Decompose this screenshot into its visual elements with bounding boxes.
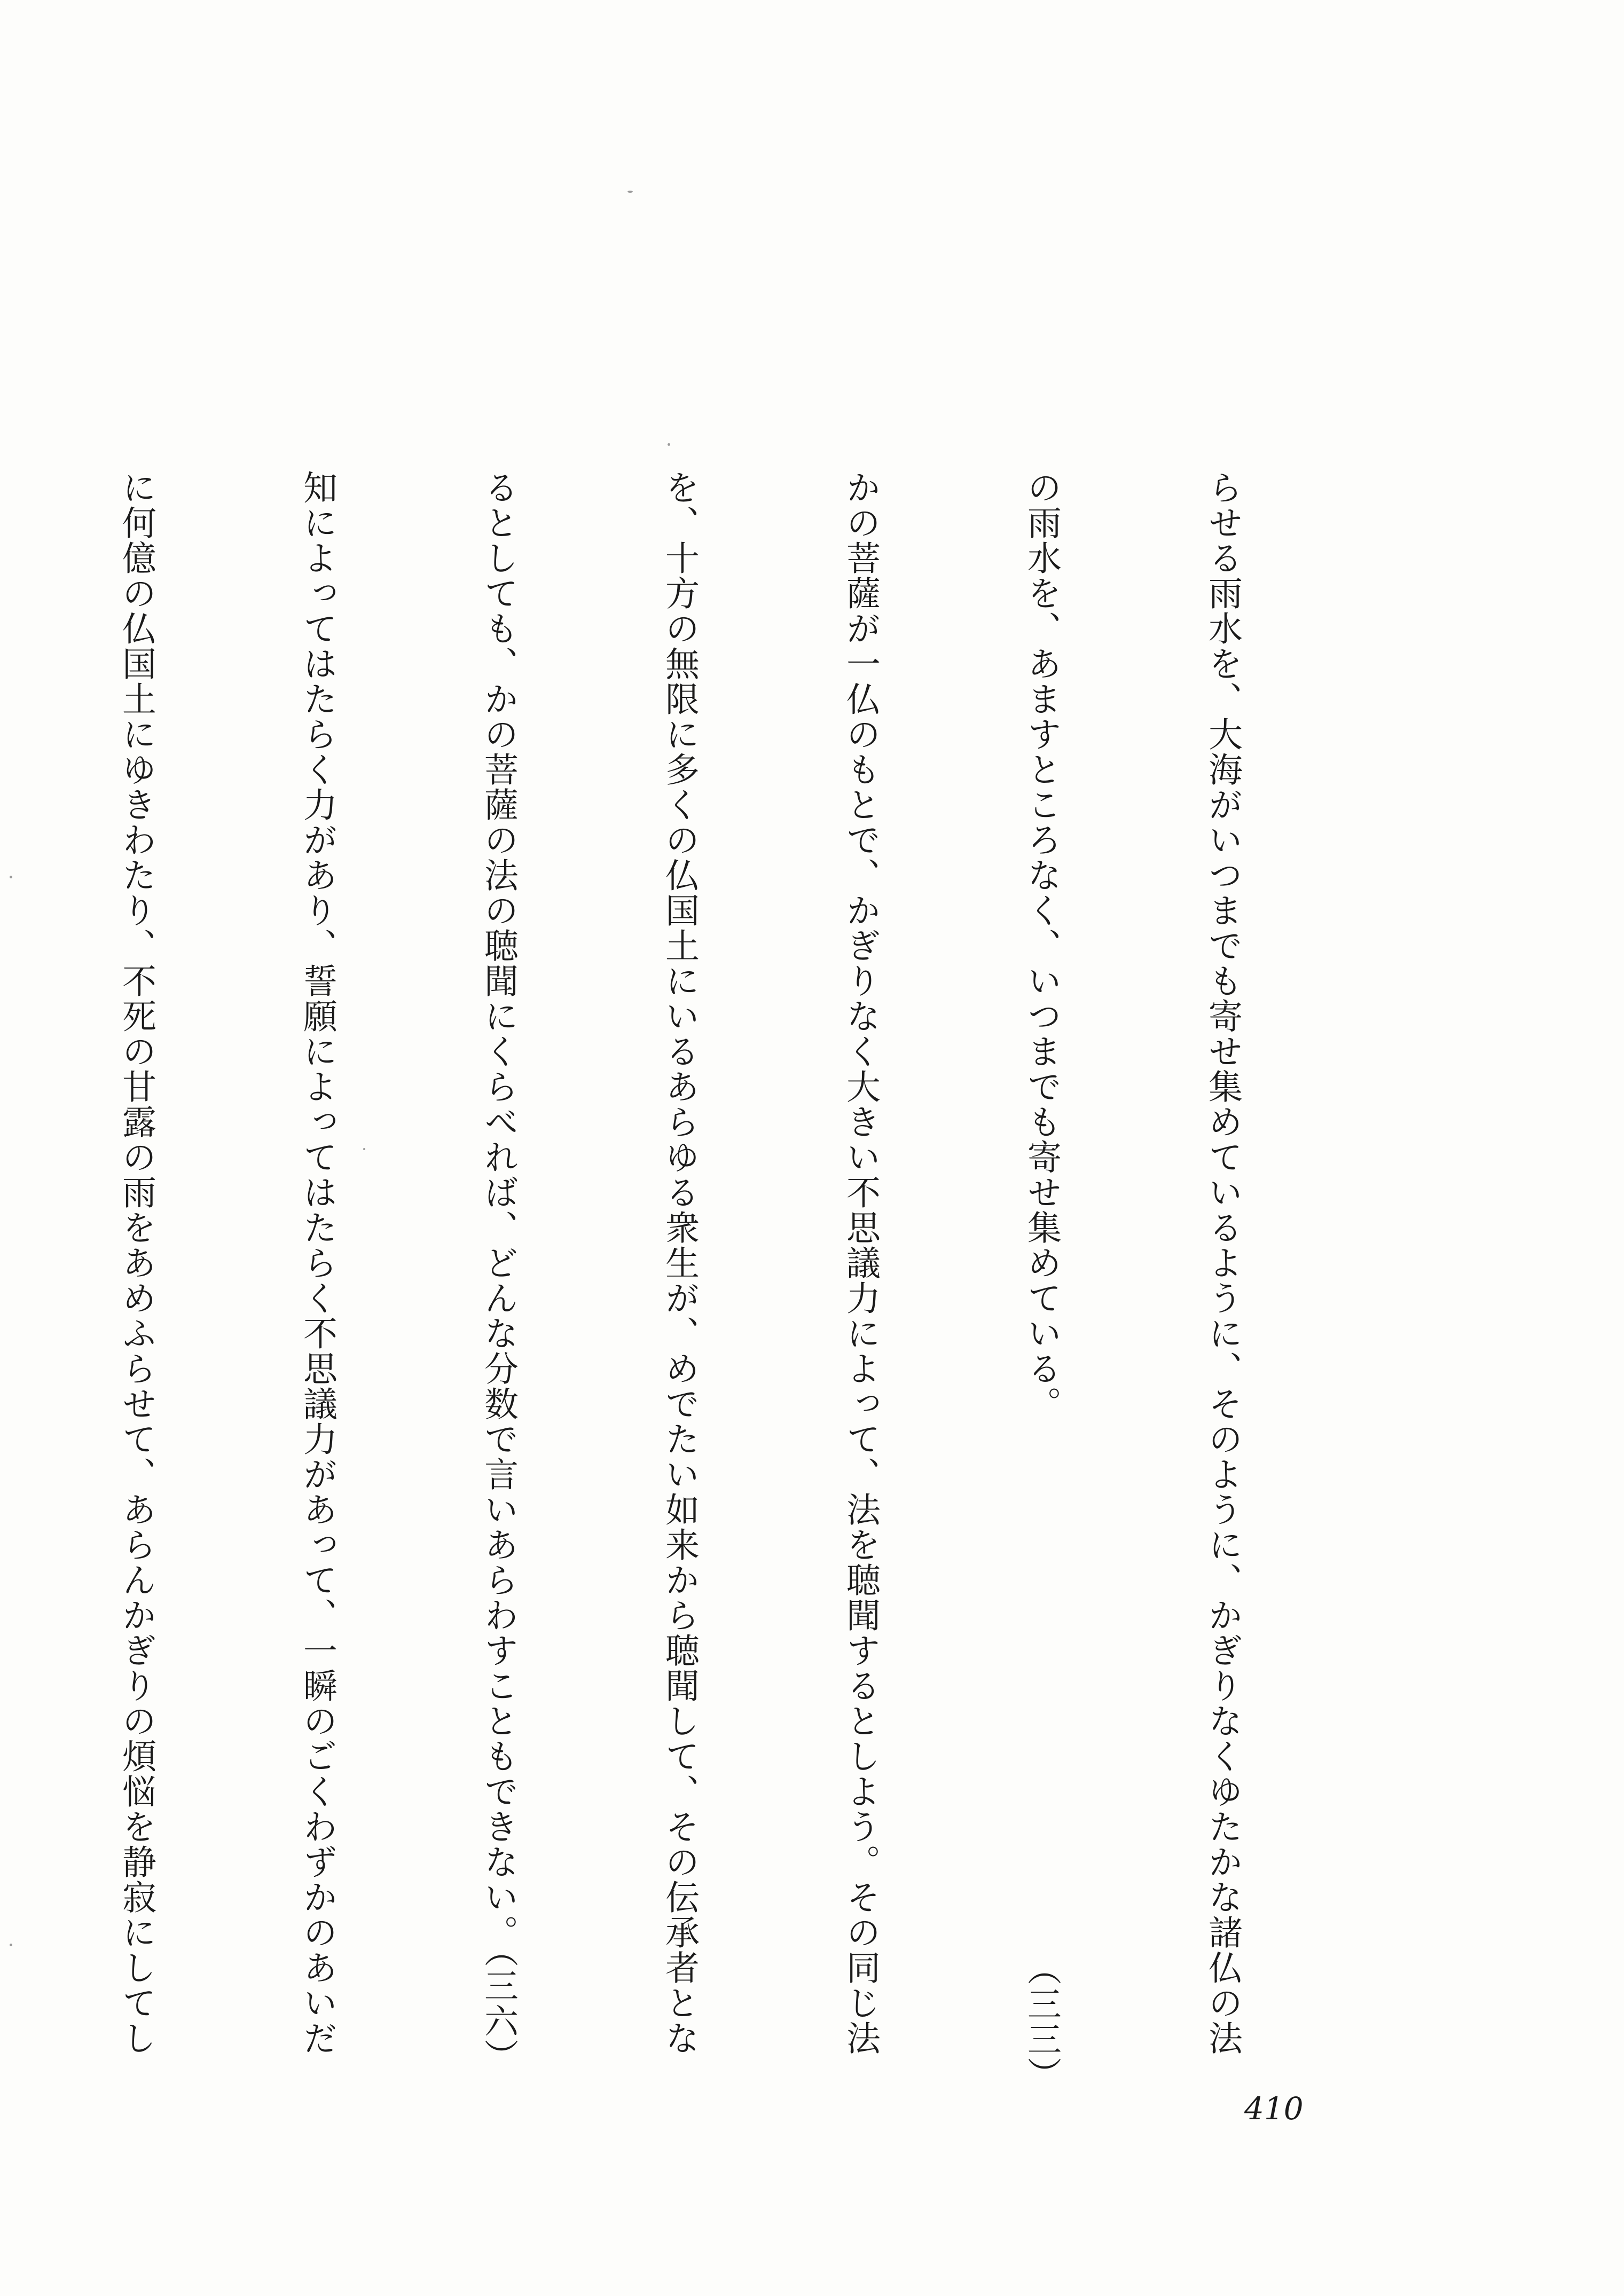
scan-speck [10,1944,12,1946]
text-line-7: に何億の仏国土にゆきわたり、不死の甘露の雨をあめふらせて、あらんかぎりの煩悩を静寂にしてし [116,470,156,2056]
text-line-1: らせる雨水を、大海がいつまでも寄せ集めているように、そのように、かぎりなくゆたかな諸仏の法 [1203,470,1242,2056]
text-line-3: かの菩薩が一仏のもとで、かぎりなく大きい不思議力によって、法を聴聞するとしよう。その同じ法 [841,470,880,2056]
text-line-6: 知によってはたらく力があり、誓願によってはたらく不思議力があって、一瞬のごくわずかのあいだ [297,470,337,2056]
scan-speck [668,443,670,446]
page-number: 410 [1244,2090,1304,2127]
scan-speck [627,191,633,193]
text-line-2: の雨水を、あますところなく、いつまでも寄せ集めている。 （三三） [1022,470,1061,2092]
text-line-5: るとしても、かの菩薩の法の聴聞にくらべれば、どんな分数で言いあらわすこともできない。（三六） [478,470,518,2074]
scan-speck [10,876,12,878]
vertical-text-body [0,470,1373,2092]
scan-speck [363,1148,365,1150]
text-line-4: を、十方の無限に多くの仏国土にいるあらゆる衆生が、めでたい如来から聴聞して、その伝承者とな [660,470,699,2056]
